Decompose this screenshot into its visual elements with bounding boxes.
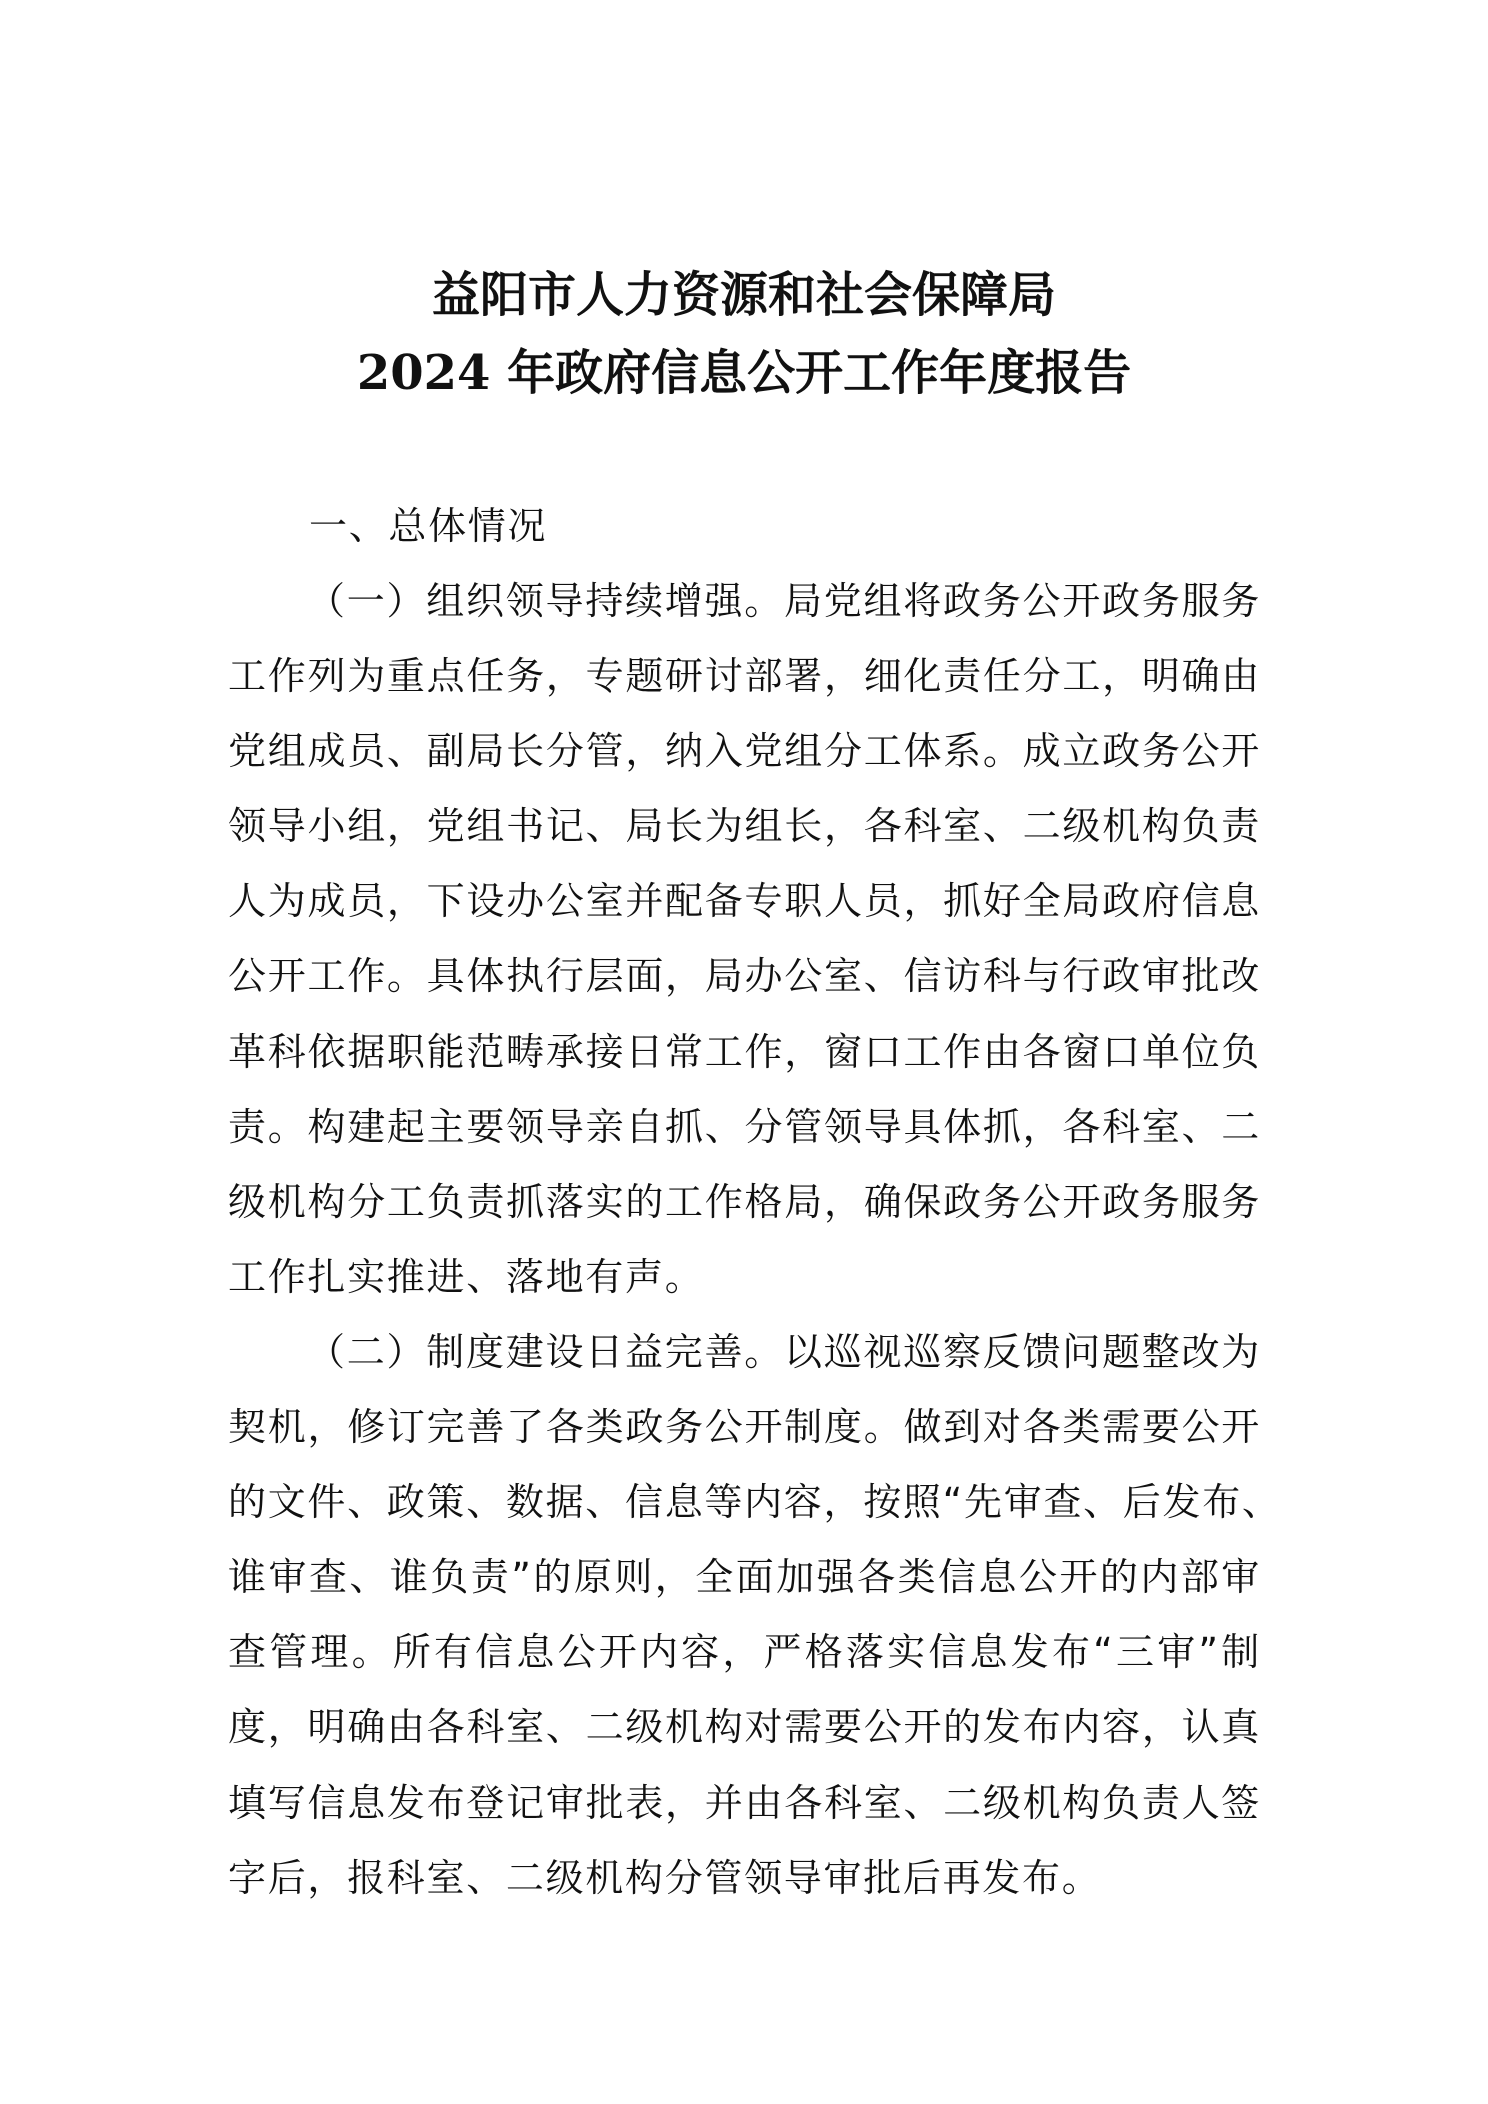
paragraph-line: 度，明确由各科室、二级机构对需要公开的发布内容，认真 [228, 1705, 1261, 1750]
paragraph-line: 级机构分工负责抓落实的工作格局，确保政务公开政务服务 [228, 1179, 1261, 1224]
paragraph-line: 党组成员、副局长分管，纳入党组分工体系。成立政务公开 [228, 729, 1261, 774]
paragraph-line: （一）组织领导持续增强。局党组将政务公开政务服务 [307, 579, 1261, 623]
paragraph-line: （二）制度建设日益完善。以巡视巡察反馈问题整改为 [307, 1329, 1261, 1374]
paragraph-line: 责。构建起主要领导亲自抓、分管领导具体抓，各科室、二 [228, 1104, 1261, 1149]
title-line-2: 2024 年政府信息公开工作年度报告 [356, 345, 1132, 401]
title-line-1: 益阳市人力资源和社会保障局 [431, 267, 1056, 323]
paragraph [228, 564, 1261, 1315]
paragraph-line: 革科依据职能范畴承接日常工作，窗口工作由各窗口单位负 [228, 1029, 1261, 1074]
paragraph-line: 工作扎实推进、落地有声。 [228, 1254, 705, 1299]
paragraph-line: 字后，报科室、二级机构分管领导审批后再发布。 [228, 1855, 1102, 1900]
document-body [228, 564, 1282, 1916]
section-heading: 一、总体情况 [309, 504, 548, 548]
paragraph-line: 契机，修订完善了各类政务公开制度。做到对各类需要公开 [228, 1405, 1261, 1450]
paragraph-line: 领导小组，党组书记、局长为组长，各科室、二级机构负责 [228, 804, 1261, 849]
paragraph-line: 谁审查、谁负责”的原则，全面加强各类信息公开的内部审 [228, 1555, 1261, 1600]
paragraph-line: 查管理。所有信息公开内容，严格落实信息发布“三审”制 [228, 1630, 1261, 1675]
document-title [0, 256, 1488, 412]
paragraph-line: 填写信息发布登记审批表，并由各科室、二级机构负责人签 [228, 1780, 1261, 1825]
paragraph-line: 人为成员，下设办公室并配备专职人员，抓好全局政府信息 [228, 879, 1261, 924]
paragraph-line: 工作列为重点任务，专题研讨部署，细化责任分工，明确由 [228, 654, 1261, 699]
paragraph [228, 1315, 1282, 1916]
paragraph-line: 公开工作。具体执行层面，局办公室、信访科与行政审批改 [228, 954, 1261, 999]
paragraph-line: 的文件、政策、数据、信息等内容，按照“先审查、后发布、 [228, 1480, 1282, 1525]
